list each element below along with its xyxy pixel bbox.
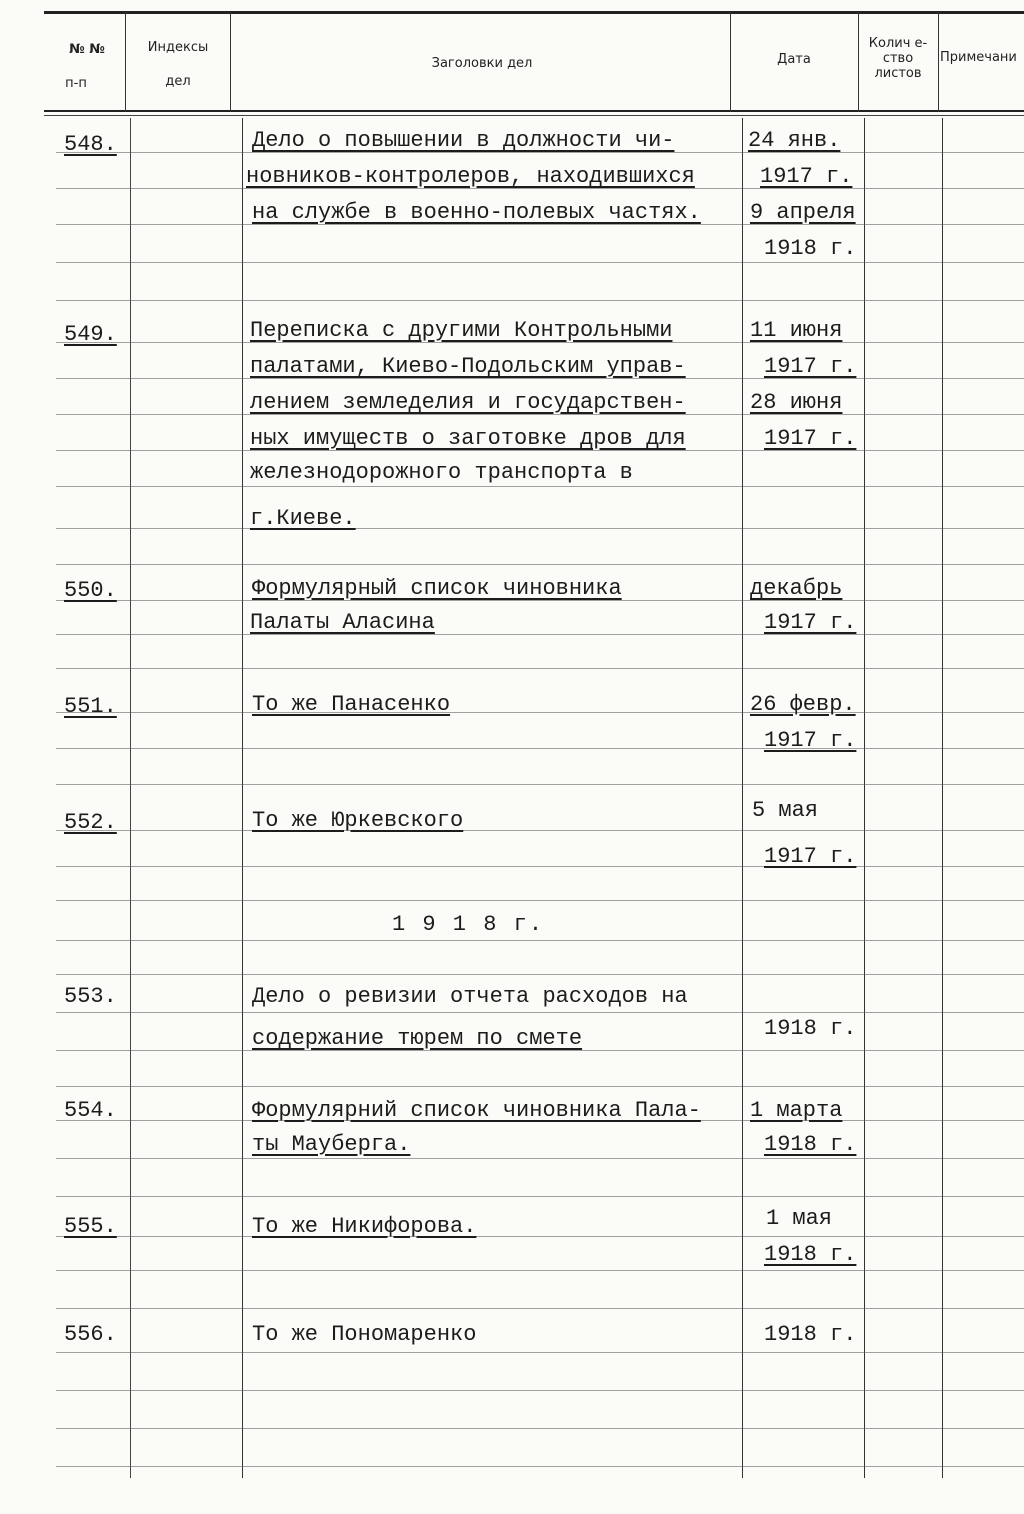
ruled-line [56, 1308, 1024, 1309]
row-date: 28 июня [750, 390, 843, 415]
ruled-line [56, 974, 1024, 975]
row-number: 550. [64, 578, 117, 603]
ruled-line [56, 486, 1024, 487]
row-date: 1917 г. [764, 728, 857, 753]
header-num: № № [69, 42, 105, 57]
row-date: 1918 г. [764, 1242, 857, 1267]
ruled-line [56, 1270, 1024, 1271]
row-date: 5 мая [752, 798, 819, 823]
row-title-line: содержание тюрем по смете [252, 1026, 583, 1051]
ruled-line [56, 1158, 1024, 1159]
ruled-line [56, 668, 1024, 669]
row-number: 554. [64, 1098, 117, 1123]
ruled-line [56, 528, 1024, 529]
col-divider [730, 12, 731, 112]
row-date: 1917 г. [764, 354, 857, 379]
row-title-line: То же Никифорова. [252, 1214, 477, 1239]
row-date: 1917 г. [764, 610, 857, 635]
ruled-line [56, 1196, 1024, 1197]
header-sheets-line2: ство [882, 51, 914, 66]
row-date: 1917 г. [764, 426, 857, 451]
row-title-line: железнодорожного транспорта в [250, 460, 633, 485]
ruled-line [56, 866, 1024, 867]
row-title-line: То же Юркевского [252, 808, 464, 833]
row-title-line: палатами, Киево-Подольским управ- [250, 354, 686, 379]
row-title-line: Дело о ревизии отчета расходов на [252, 984, 688, 1009]
col-divider [942, 118, 943, 1478]
ruled-line [56, 1390, 1024, 1391]
ruled-line [56, 940, 1024, 941]
row-date: 1 мая [766, 1206, 833, 1231]
col-divider [242, 118, 243, 1478]
row-date: декабрь [750, 576, 843, 601]
row-number: 548. [64, 132, 117, 157]
col-divider [938, 12, 939, 112]
header-index: Индексы [147, 40, 209, 55]
row-title-line: лением земледелия и государствен- [250, 390, 686, 415]
ruled-line [56, 564, 1024, 565]
ruled-line [56, 1352, 1024, 1353]
ruled-line [56, 712, 1024, 713]
row-number: 552. [64, 810, 117, 835]
ruled-line [56, 900, 1024, 901]
row-title-line: Дело о повышении в должности чи- [252, 128, 675, 153]
col-divider [230, 12, 231, 112]
row-title-line: г.Киеве. [250, 506, 356, 531]
row-title-line: Формулярний список чиновника Пала- [252, 1098, 701, 1123]
ruled-line [56, 1086, 1024, 1087]
row-date: 24 янв. [748, 128, 841, 153]
header-sheets-line1: Колич е- [868, 36, 928, 51]
row-title-line: Переписка с другими Контрольными [250, 318, 673, 343]
header-date: Дата [777, 52, 811, 67]
ruled-line [56, 1012, 1024, 1013]
col-divider [130, 118, 131, 1478]
header-top-border [44, 11, 1024, 14]
row-title-line: Палаты Аласина [250, 610, 435, 635]
row-number: 549. [64, 322, 117, 347]
ruled-line [56, 784, 1024, 785]
header-sheets [860, 36, 936, 81]
header-notes: Примечани [940, 50, 1017, 65]
header-bottom-border-thin [44, 115, 1024, 116]
ruled-line [56, 748, 1024, 749]
row-date: 1917 г. [764, 844, 857, 869]
row-date: 11 июня [750, 318, 843, 343]
row-number: 556. [64, 1322, 117, 1347]
ruled-line [56, 1428, 1024, 1429]
ruled-line [56, 300, 1024, 301]
row-number: 553. [64, 984, 117, 1009]
row-date: 1918 г. [764, 1132, 857, 1157]
header-bottom-border [44, 110, 1024, 112]
ruled-line [56, 1466, 1024, 1467]
col-divider [742, 118, 743, 1478]
ruled-line [56, 1236, 1024, 1237]
col-divider [858, 12, 859, 112]
row-title-line: ных имуществ о заготовке дров для [250, 426, 686, 451]
row-title-line: ты Мауберга. [252, 1132, 411, 1157]
row-date: 1 марта [750, 1098, 843, 1123]
ruled-line [56, 634, 1024, 635]
col-divider [864, 118, 865, 1478]
year-heading: 1 9 1 8 г. [392, 912, 545, 937]
header-index-sub: дел [165, 74, 191, 89]
row-title-line: То же Пономаренко [252, 1322, 477, 1347]
header-num-sub: п-п [65, 76, 87, 91]
row-date: 26 февр. [750, 692, 856, 717]
row-number: 551. [64, 694, 117, 719]
header-titles: Заголовки дел [431, 56, 533, 71]
row-title-line: То же Панасенко [252, 692, 451, 717]
row-title-line: новников-контролеров, находившихся [246, 164, 695, 189]
row-date: 1918 г. [764, 236, 857, 261]
header-sheets-line3: листов [874, 66, 922, 81]
row-title-line: на службе в военно-полевых частях. [252, 200, 701, 225]
row-date: 1918 г. [764, 1016, 857, 1041]
col-divider [125, 12, 126, 112]
row-date: 1918 г. [764, 1322, 857, 1347]
row-title-line: Формулярный список чиновника [252, 576, 622, 601]
row-number: 555. [64, 1214, 117, 1239]
row-date: 9 апреля [750, 200, 856, 225]
ruled-line [56, 830, 1024, 831]
row-date: 1917 г. [760, 164, 853, 189]
ruled-line [56, 262, 1024, 263]
